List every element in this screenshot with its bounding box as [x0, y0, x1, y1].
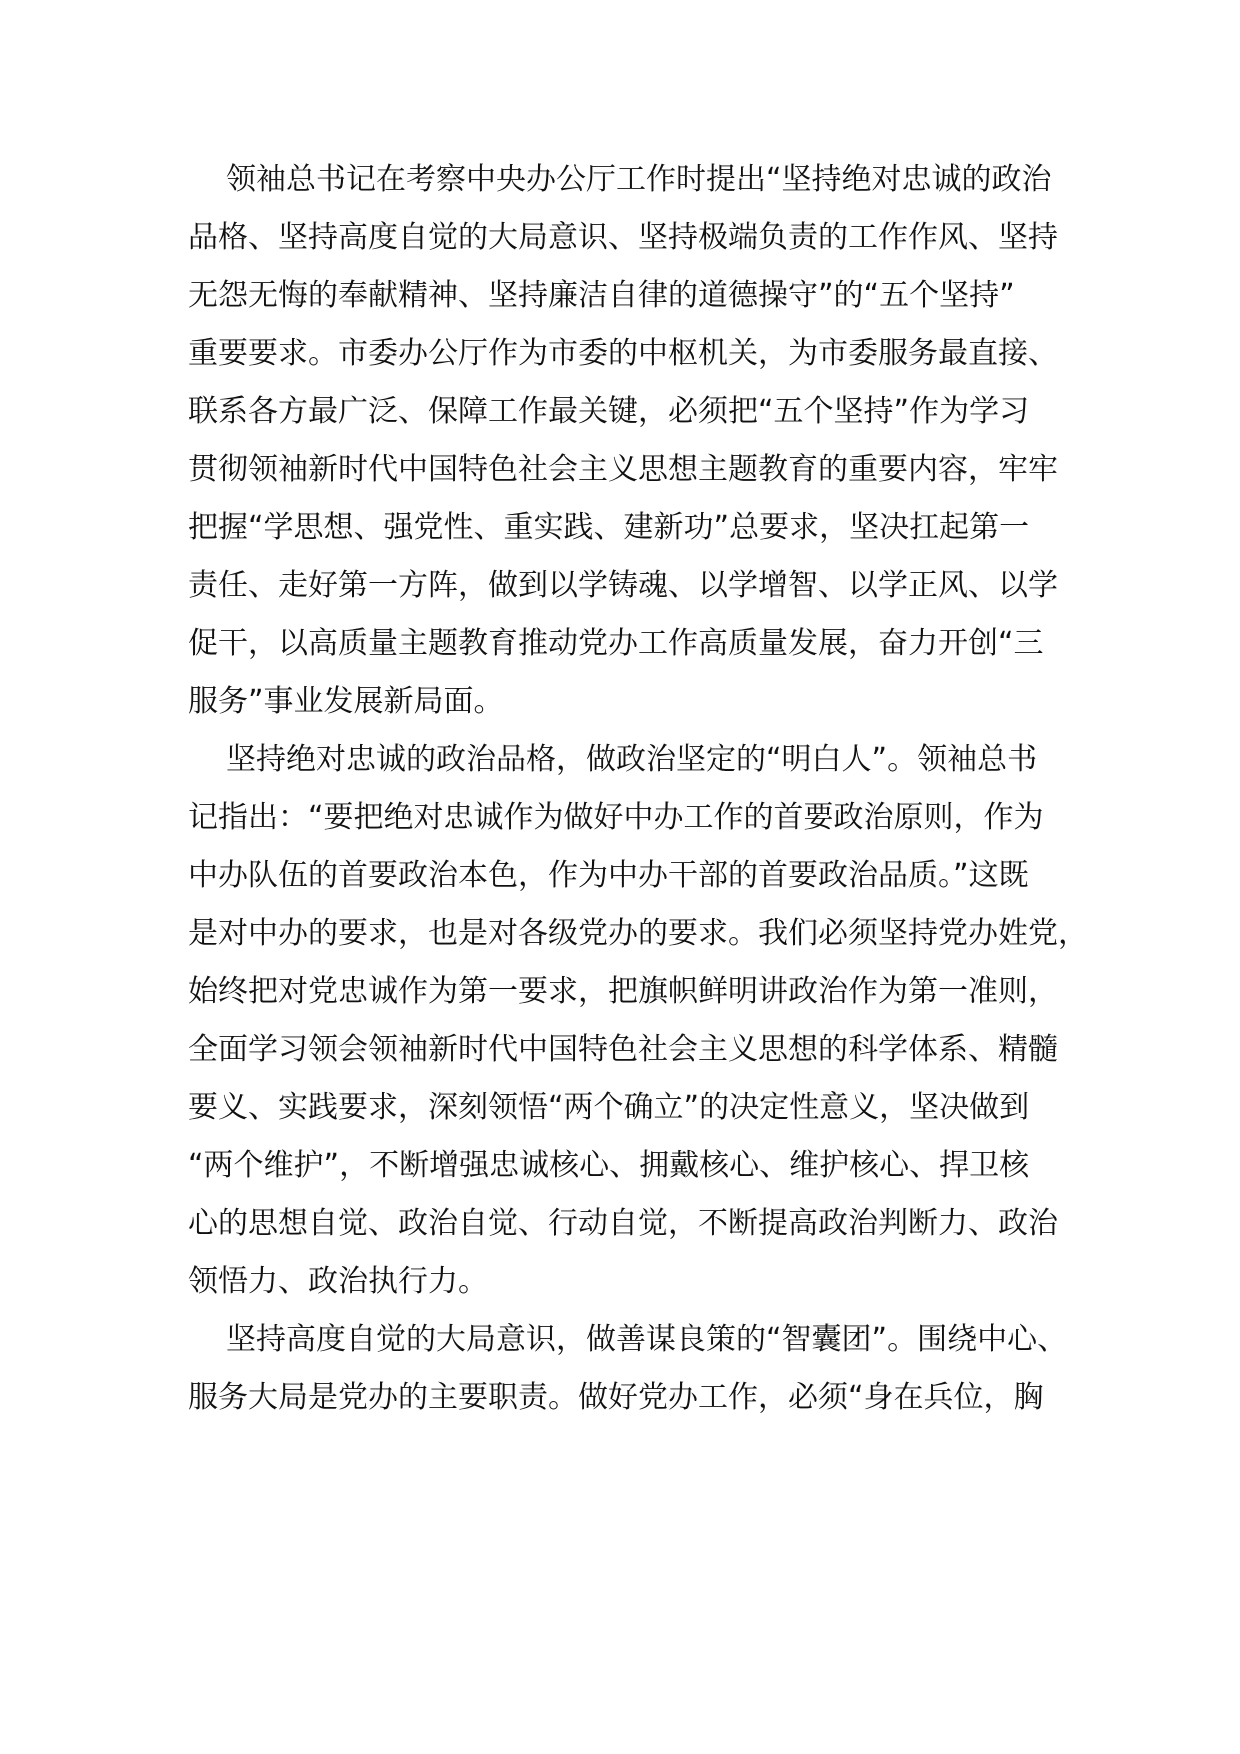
paragraph-1-line-5: 联系各方最广泛、保障工作最关键，必须把“五个坚持”作为学习	[188, 394, 1030, 429]
paragraph-2-line-9: 心的思想自觉、政治自觉、行动自觉，不断提高政治判断力、政治	[188, 1206, 1058, 1241]
paragraph-1-line-1: 领袖总书记在考察中央办公厅工作时提出“坚持绝对忠诚的政治	[226, 162, 1052, 197]
paragraph-1-line-2: 品格、坚持高度自觉的大局意识、坚持极端负责的工作作风、坚持	[188, 220, 1058, 255]
paragraph-1-line-9: 促干，以高质量主题教育推动党办工作高质量发展，奋力开创“三	[188, 626, 1044, 661]
paragraph-3-line-1: 坚持高度自觉的大局意识，做善谋良策的“智囊团”。围绕中心、	[226, 1322, 1068, 1357]
paragraph-2-line-8: “两个维护”，不断增强忠诚核心、拥戴核心、维护核心、捍卫核	[188, 1148, 1030, 1183]
paragraph-2-line-7: 要义、实践要求，深刻领悟“两个确立”的决定性意义，坚决做到	[188, 1090, 1030, 1125]
paragraph-1-line-3: 无怨无悔的奉献精神、坚持廉洁自律的道德操守”的“五个坚持”	[188, 278, 1015, 313]
paragraph-1-line-4: 重要要求。市委办公厅作为市委的中枢机关，为市委服务最直接、	[188, 336, 1058, 371]
paragraph-2-line-4: 是对中办的要求，也是对各级党办的要求。我们必须坚持党办姓党，	[188, 916, 1088, 951]
paragraph-1-line-10: 服务”事业发展新局面。	[188, 684, 504, 719]
paragraph-2-line-6: 全面学习领会领袖新时代中国特色社会主义思想的科学体系、精髓	[188, 1032, 1058, 1067]
paragraph-2-line-2: 记指出：“要把绝对忠诚作为做好中办工作的首要政治原则，作为	[188, 800, 1044, 835]
paragraph-2-line-10: 领悟力、政治执行力。	[188, 1264, 488, 1299]
paragraph-2-line-1: 坚持绝对忠诚的政治品格，做政治坚定的“明白人”。领袖总书	[226, 742, 1038, 777]
paragraph-1-line-7: 把握“学思想、强党性、重实践、建新功”总要求，坚决扛起第一	[188, 510, 1030, 545]
paragraph-1-line-6: 贯彻领袖新时代中国特色社会主义思想主题教育的重要内容，牢牢	[188, 452, 1058, 487]
paragraph-3-line-2: 服务大局是党办的主要职责。做好党办工作，必须“身在兵位，胸	[188, 1380, 1044, 1415]
paragraph-2-line-3: 中办队伍的首要政治本色，作为中办干部的首要政治品质。”这既	[188, 858, 1029, 893]
paragraph-2-line-5: 始终把对党忠诚作为第一要求，把旗帜鲜明讲政治作为第一准则，	[188, 974, 1058, 1009]
paragraph-1-line-8: 责任、走好第一方阵，做到以学铸魂、以学增智、以学正风、以学	[188, 568, 1058, 603]
